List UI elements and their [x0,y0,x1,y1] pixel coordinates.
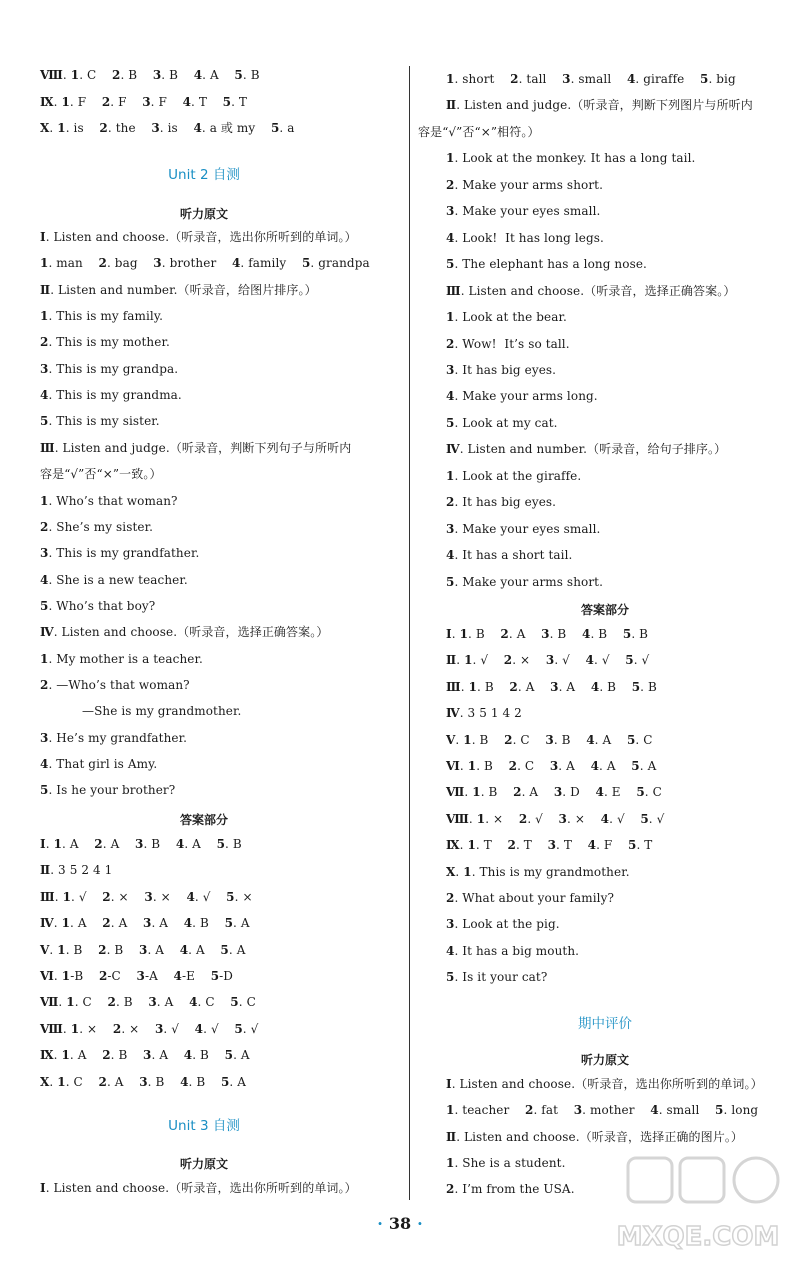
unit3-heading: Unit 3 自测 [168,1118,240,1134]
text-line: Ⅱ. 1. √ 2. × 3. √ 4. √ 5. √ [446,653,650,668]
text-line: 1. teacher 2. fat 3. mother 4. small 5. long [446,1103,759,1118]
page-number: · 38 · [377,1214,423,1233]
text-line: Ⅳ. 3 5 1 4 2 [446,706,522,721]
text-line: 4. Make your arms long. [446,389,598,404]
text-line: 1. Look at the bear. [446,310,567,325]
text-line: 2. This is my mother. [40,335,170,350]
text-line: Ⅳ. Listen and choose.（听录音，选择正确答案。） [40,625,329,640]
text-line: 1. short 2. tall 3. small 4. giraffe 5. big [446,72,736,86]
text-line: 1. She is a student. [446,1155,566,1170]
text-line: 1. Who’s that woman? [40,493,178,508]
text-line: 2. She’s my sister. [40,519,154,534]
text-line: Ⅱ. 3 5 2 4 1 [40,863,113,878]
text-line: 4. This is my grandma. [40,388,182,403]
text-line: Ⅷ. 1. × 2. × 3. √ 4. √ 5. √ [40,1021,259,1036]
text-line: 容是“√”否“×”一致。） [40,467,162,482]
text-line: Ⅱ. Listen and number.（听录音，给图片排序。） [40,282,317,297]
text-line: 4. It has a big mouth. [446,943,580,958]
text-line: 1. man 2. bag 3. brother 4. family 5. grandpa [40,256,370,271]
text-line: Ⅲ. 1. B 2. A 3. A 4. B 5. B [446,679,657,694]
text-line: Ⅰ. Listen and choose.（听录音，选出你所听到的单词。） [40,230,357,244]
text-line: Ⅵ. 1-B 2-C 3-A 4-E 5-D [40,969,234,983]
midterm-heading: 期中评价 [578,1016,632,1032]
text-line: Ⅸ. 1. F 2. F 3. F 4. T 5. T [40,94,248,109]
text-line: Ⅸ. 1. A 2. B 3. A 4. B 5. A [40,1048,250,1063]
watermark-text: MXQE.COM [616,1222,780,1252]
text-line: 2. I’m from the USA. [446,1182,575,1197]
text-line: 4. She is a new teacher. [40,572,188,587]
text-line: 3. Make your eyes small. [446,204,601,219]
text-line: Ⅲ. Listen and judge.（听录音，判断下列句子与所听内 [40,440,352,455]
text-line: Ⅰ. Listen and choose.（听录音，选出你所听到的单词。） [40,1181,357,1195]
answers-title: 答案部分 [179,813,228,827]
text-line: 4. That girl is Amy. [40,757,158,771]
listening-title: 听力原文 [179,207,228,221]
text-line: Ⅰ. 1. A 2. A 3. B 4. A 5. B [40,837,242,851]
text-line: 5. Is he your brother? [40,783,176,798]
text-line: 3. This is my grandpa. [40,361,179,376]
text-line: Ⅰ. 1. B 2. A 3. B 4. B 5. B [446,627,649,641]
text-line: 3. He’s my grandfather. [40,730,188,745]
text-line: Ⅱ. Listen and choose.（听录音，选择正确的图片。） [446,1129,744,1144]
text-line: 3. Look at the pig. [446,917,560,932]
text-line: 1. Look at the giraffe. [446,468,582,483]
text-line: 3. This is my grandfather. [40,546,200,561]
text-line: —She is my grandmother. [82,704,242,719]
text-line: 5. Who’s that boy? [40,598,156,613]
text-line: Ⅹ. 1. C 2. A 3. B 4. B 5. A [40,1074,246,1089]
text-line: 5. Look at my cat. [446,415,558,430]
text-line: 4. It has a short tail. [446,548,573,563]
text-line: 5. This is my sister. [40,414,160,429]
text-line: 5. Is it your cat? [446,970,548,985]
answers-title: 答案部分 [580,603,629,617]
text-line: Ⅶ. 1. C 2. B 3. A 4. C 5. C [40,995,256,1010]
text-line: Ⅷ. 1. × 2. √ 3. × 4. √ 5. √ [446,811,665,826]
text-line: 1. Look at the monkey. It has a long tail. [446,151,696,166]
text-line: 1. This is my family. [40,309,164,324]
text-line: Ⅶ. 1. B 2. A 3. D 4. E 5. C [446,785,662,800]
text-line: Ⅹ. 1. is 2. the 3. is 4. a 或 my 5. a [40,121,295,135]
text-line: 5. The elephant has a long nose. [446,257,647,272]
text-line: Ⅱ. Listen and judge.（听录音，判断下列图片与所听内 [446,98,753,113]
unit2-heading: Unit 2 自测 [168,167,240,183]
text-line: Ⅸ. 1. T 2. T 3. T 4. F 5. T [446,838,653,853]
text-line: Ⅲ. Listen and choose.（听录音，选择正确答案。） [446,283,736,298]
text-line: 4. Look! It has long legs. [446,230,604,245]
text-line: Ⅴ. 1. B 2. C 3. B 4. A 5. C [446,732,653,747]
text-line: Ⅵ. 1. B 2. C 3. A 4. A 5. A [446,759,657,773]
text-line: 2. Make your arms short. [446,177,604,192]
text-line: 2. Wow! It’s so tall. [446,336,570,351]
text-line: 3. Make your eyes small. [446,521,601,536]
text-line: 1. My mother is a teacher. [40,651,203,666]
text-line: Ⅳ. 1. A 2. A 3. A 4. B 5. A [40,916,250,931]
text-line: 2. It has big eyes. [446,495,557,510]
text-line: Ⅹ. 1. This is my grandmother. [446,864,630,879]
text-line: 3. It has big eyes. [446,362,557,377]
text-line: Ⅴ. 1. B 2. B 3. A 4. A 5. A [40,942,246,957]
listening-title: 听力原文 [179,1157,228,1171]
text-line: Ⅳ. Listen and number.（听录音，给句子排序。） [446,442,727,457]
text-line: 2. —Who’s that woman? [40,677,190,692]
text-line: Ⅰ. Listen and choose.（听录音，选出你所听到的单词。） [446,1077,763,1091]
text-line: 2. What about your family? [446,891,615,905]
watermark-logo [600,1150,796,1260]
text-line: Ⅲ. 1. √ 2. × 3. × 4. √ 5. × [40,889,253,904]
text-line: 5. Make your arms short. [446,574,604,589]
text-line: Ⅷ. 1. C 2. B 3. B 4. A 5. B [40,68,260,82]
listening-title: 听力原文 [580,1053,629,1067]
text-line: 容是“√”否“×”相符。） [418,124,540,139]
